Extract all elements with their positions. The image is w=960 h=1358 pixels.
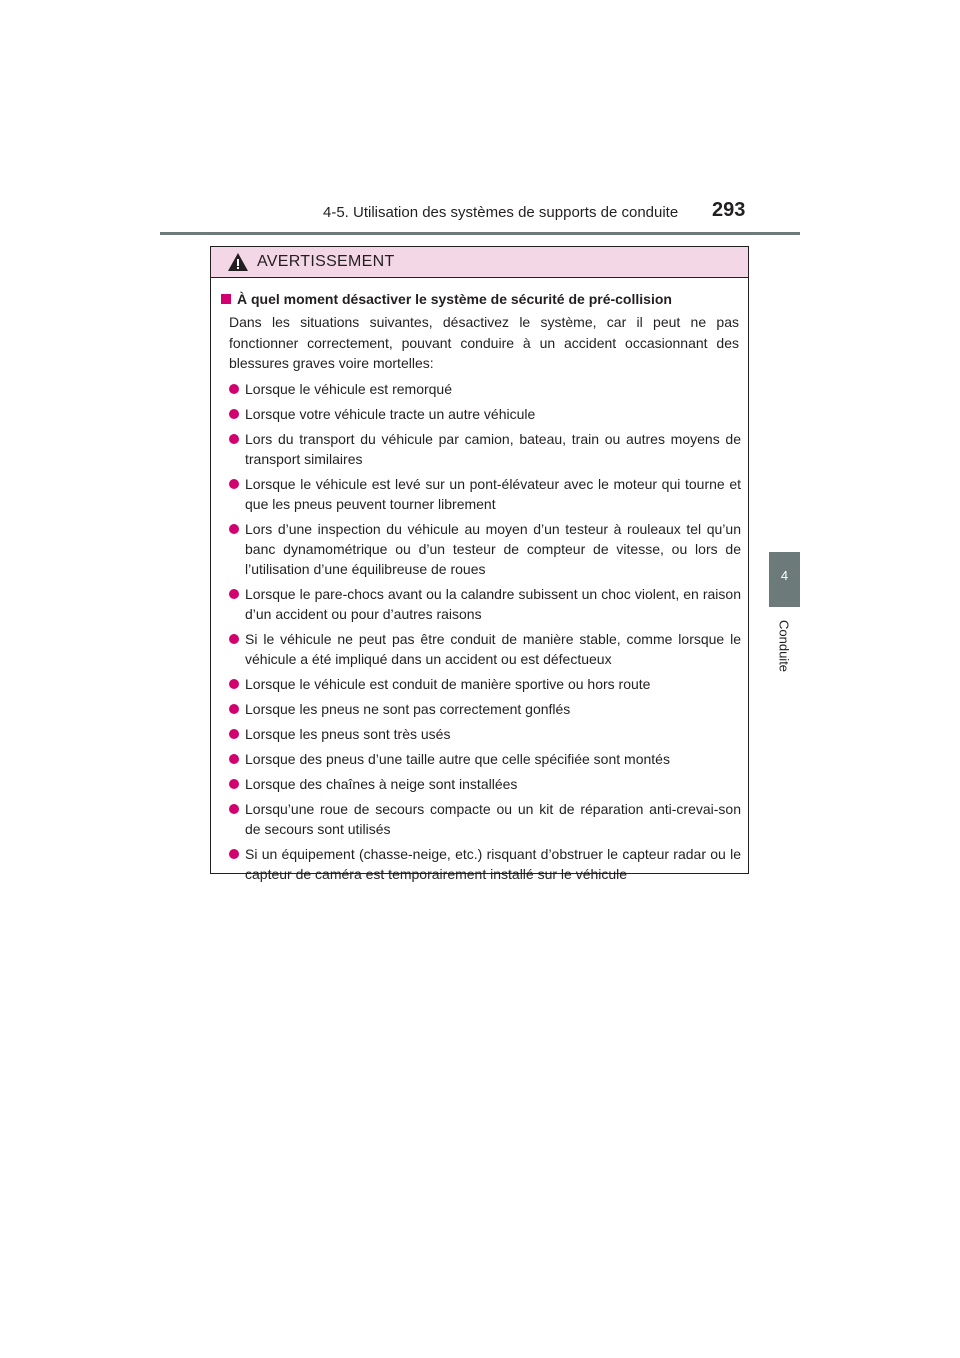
list-item-text: Lorsque le véhicule est levé sur un pont-élévateur avec le moteur qui tourne et que les pneus peuvent tourner librement	[245, 475, 741, 512]
list-item-text: Lorsque votre véhicule tracte un autre véhicule	[245, 405, 536, 422]
list-item	[221, 699, 741, 719]
list-item-text: Si le véhicule ne peut pas être conduit de manière stable, comme lorsque le véhicule a été impliqué dans un accident ou est défectueux	[245, 630, 741, 667]
chapter-label	[770, 620, 798, 680]
list-item	[221, 404, 741, 424]
warning-box	[210, 246, 749, 882]
list-item-text: Lors d’une inspection du véhicule au moyen d’un testeur à rouleaux tel qu’un banc dynamométrique ou d’un testeur de compteur de vitesse, ou lors de l’utilisation d’une équilibreuse de roues	[245, 520, 741, 577]
list-item	[221, 379, 741, 399]
bullet-dot-icon	[229, 634, 239, 644]
list-item	[221, 724, 741, 744]
bullet-dot-icon	[229, 704, 239, 714]
list-item	[221, 844, 741, 884]
section-heading	[221, 288, 741, 310]
bullet-dot-icon	[229, 679, 239, 689]
section-heading-text: À quel moment désactiver le système de sécurité de pré-collision	[237, 291, 672, 307]
list-item	[221, 629, 741, 669]
list-item-text: Lorsqu’une roue de secours compacte ou un kit de réparation anti-crevai-son de secours sont utilisés	[245, 800, 741, 837]
bullet-dot-icon	[229, 729, 239, 739]
list-item	[221, 749, 741, 769]
warning-label: AVERTISSEMENT	[257, 253, 395, 270]
list-item	[221, 429, 741, 469]
list-item-text: Lorsque le véhicule est conduit de manière sportive ou hors route	[245, 675, 651, 692]
list-item-text: Lorsque le véhicule est remorqué	[245, 380, 453, 397]
bullet-dot-icon	[229, 849, 239, 859]
bullet-dot-icon	[229, 524, 239, 534]
bullet-dot-icon	[229, 754, 239, 764]
list-item	[221, 584, 741, 624]
bullet-dot-icon	[229, 779, 239, 789]
list-item	[221, 674, 741, 694]
list-item-text: Lorsque des chaînes à neige sont installées	[245, 775, 518, 792]
bullet-dot-icon	[229, 434, 239, 444]
header-rule	[160, 232, 800, 235]
list-item	[221, 799, 741, 839]
warning-body	[211, 278, 748, 884]
bullet-dot-icon	[229, 479, 239, 489]
list-item	[221, 474, 741, 514]
list-item-text: Si un équipement (chasse-neige, etc.) risquant d’obstruer le capteur radar ou le capteur de caméra est temporairement installé sur le véhicule	[245, 845, 741, 882]
bullet-dot-icon	[229, 409, 239, 419]
list-item-text: Lorsque des pneus d’une taille autre que celle spécifiée sont montés	[245, 750, 670, 767]
warning-header	[211, 247, 748, 278]
warning-triangle-icon	[227, 252, 249, 272]
chapter-label-text: Conduite	[776, 620, 792, 673]
bullet-list	[221, 379, 741, 884]
list-item	[221, 774, 741, 794]
list-item	[221, 519, 741, 579]
list-item-text: Lorsque les pneus sont très usés	[245, 725, 451, 742]
bullet-dot-icon	[229, 804, 239, 814]
list-item-text: Lorsque les pneus ne sont pas correctement gonflés	[245, 700, 571, 717]
chapter-tab[interactable]: 4	[769, 552, 800, 607]
square-bullet-icon	[221, 294, 231, 304]
list-item-text: Lors du transport du véhicule par camion, bateau, train ou autres moyens de transport similaires	[245, 430, 741, 467]
list-item-text: Lorsque le pare-chocs avant ou la calandre subissent un choc violent, en raison d’un accident ou pour d’autres raisons	[245, 585, 741, 622]
section-title: 4-5. Utilisation des systèmes de supports de conduite	[323, 204, 679, 221]
bullet-dot-icon	[229, 589, 239, 599]
bullet-dot-icon	[229, 384, 239, 394]
page-number: 293	[712, 199, 746, 221]
intro-paragraph: Dans les situations suivantes, désactivez le système, car il peut ne pas fonctionner correctement, pouvant conduire à un accident occasionnant des blessures graves voire mortelles:	[229, 314, 739, 371]
